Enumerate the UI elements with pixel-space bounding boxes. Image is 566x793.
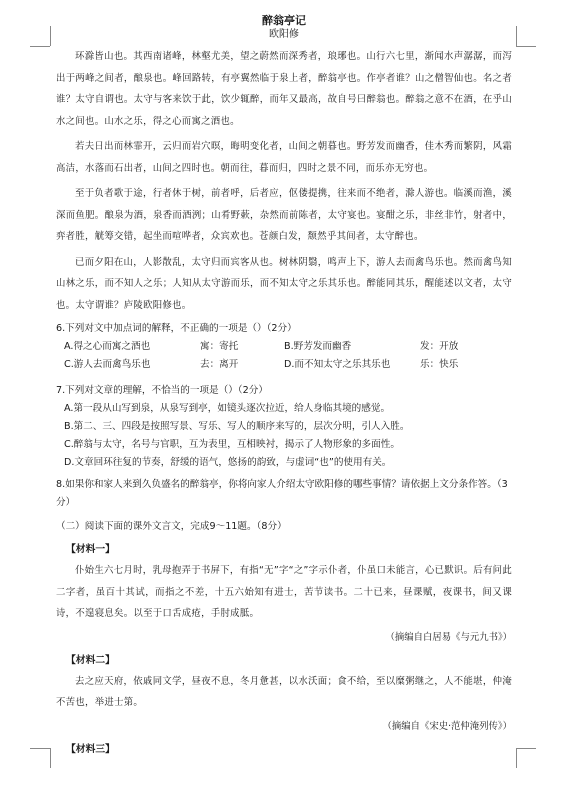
q6-option-d: D.而不知太守之乐其乐也 [284,359,391,370]
material-1-source: （摘编自白居易《与元九书》） [385,631,512,643]
q6-option-b-gloss: 发：开放 [420,341,459,352]
passage-author: 欧阳修 [269,29,299,40]
q6-option-b: B.野芳发而幽香 [284,341,352,352]
material-3-label: 【材料三】 [66,743,115,755]
q6-option-c: C.游人去而禽鸟乐也 [64,359,151,370]
crop-mark-top-left-h [30,46,50,47]
q6-option-a-gloss: 寓：寄托 [200,341,239,352]
material-2-source: （摘编自《宋史·范仲淹列传》） [382,720,512,732]
crop-mark-top-right-h [516,46,536,47]
document-body [56,4,512,760]
crop-mark-top-right-v [516,26,517,46]
section-2-heading: （二）阅读下面的课外文言文，完成9～11题。（8分） [56,521,287,532]
passage-paragraph-4: 已而夕阳在山，人影散乱，太守归而宾客从也。树林阴翳，鸣声上下，游人去而禽鸟乐也。然而禽鸟知山林之乐，而不知人之乐；人知从太守游而乐，而不知太守之乐其乐也。醉能同其乐，醒能述以文者，太守也。太守谓谁？庐陵欧阳修也。 [56,256,512,311]
question-6-stem: 6.下列对文中加点词的解释，不正确的一项是（）（2分） [56,323,297,334]
passage-title: 醉翁亭记 [262,14,306,27]
crop-mark-bottom-right-h [516,748,536,749]
q7-option-b: B.第二、三、四段是按照写景、写乐、写人的顺序来写的，层次分明，引人入胜。 [64,421,410,432]
q6-option-d-gloss: 乐：快乐 [420,359,459,370]
passage-paragraph-1: 环滁皆山也。其西南诸峰，林壑尤美，望之蔚然而深秀者，琅琊也。山行六七里，渐闻水声潺潺，而泻出于两峰之间者，酿泉也。峰回路转，有亭翼然临于泉上者，醉翁亭也。作亭者谁？山之僧智仙也。名之者谁？太守自谓也。太守与客来饮于此，饮少辄醉，而年又最高，故自号曰醉翁也。醉翁之意不在酒，在乎山水之间也。山水之乐，得之心而寓之酒也。 [56,51,512,127]
material-1-label: 【材料一】 [66,544,115,555]
q7-option-d: D.文章回环往复的节奏，舒缓的语气，悠扬的韵致，与虚词“也”的使用有关。 [64,457,392,468]
material-2-text: 去之应天府，依戚同文学，昼夜不息，冬月惫甚，以水沃面；食不给，至以糜粥继之，人不能堪，仲淹不苦也，举进士第。 [56,675,512,708]
question-8-stem: 8.如果你和家人来到久负盛名的醉翁亭，你将向家人介绍太守欧阳修的哪些事情？请依据上文分条作答。（3分） [56,479,508,508]
q6-option-a: A.得之心而寓之酒也 [64,341,151,352]
material-2-label: 【材料二】 [66,654,115,666]
q6-option-c-gloss: 去：离开 [200,359,239,370]
question-7-stem: 7.下列对文章的理解，不恰当的一项是（）（2分） [56,385,268,396]
crop-mark-bottom-left-h [30,748,50,749]
passage-paragraph-3: 至于负者歌于途，行者休于树，前者呼，后者应，伛偻提携，往来而不绝者，滁人游也。临溪而渔，溪深而鱼肥。酿泉为酒，泉香而酒洌；山肴野蔌，杂然而前陈者，太守宴也。宴酣之乐，非丝非竹，射者中，弈者胜，觥筹交错，起坐而喧哗者，众宾欢也。苍颜白发，颓然乎其间者，太守醉也。 [56,188,512,242]
question-6-options [64,338,512,374]
q7-option-a: A.第一段从山写到泉，从泉写到亭，如镜头逐次拉近，给人身临其境的感觉。 [64,403,391,414]
crop-mark-bottom-left-v [50,748,51,768]
crop-mark-bottom-right-v [516,748,517,768]
material-1-text: 仆始生六七月时，乳母抱弄于书屏下，有指“无”字“之”字示仆者，仆虽口未能言，心已默识。后有问此二字者，虽百十其试，而指之不差，十五六始知有进士，苦节读书。二十已来，昼课赋，夜课书，间又课诗，不遑寝息矣。以至于口舌成疮，手肘成胝。 [56,565,512,619]
passage-paragraph-2: 若夫日出而林霏开，云归而岩穴暝，晦明变化者，山间之朝暮也。野芳发而幽香，佳木秀而繁阴，风霜高洁，水落而石出者，山间之四时也。朝而往，暮而归，四时之景不同，而乐亦无穷也。 [56,141,512,174]
q7-option-c: C.醉翁与太守，名号与官职，互为表里，互相映衬，揭示了人物形象的多面性。 [64,439,400,450]
crop-mark-top-left-v [50,26,51,46]
